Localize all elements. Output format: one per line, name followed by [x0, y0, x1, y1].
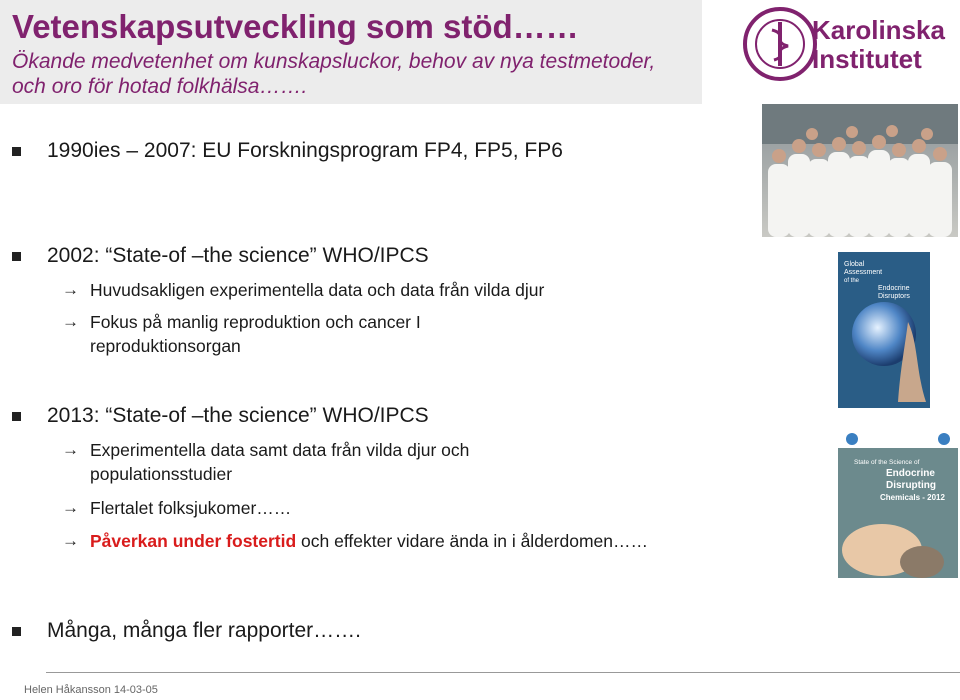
svg-text:State of the Science of: State of the Science of — [854, 459, 920, 466]
report-cover-edc-2012 — [838, 430, 958, 598]
sub-item-2013-3 — [62, 529, 650, 553]
sub-item-2013-1 — [62, 438, 590, 486]
footer-author-date: Helen Håkansson 14-03-05 — [24, 684, 158, 696]
bullet-text: 2002: “State-of –the science” WHO/IPCS — [47, 244, 429, 267]
bullet-text: 1990ies – 2007: EU Forskningsprogram FP4, FP5, FP6 — [47, 139, 563, 162]
arrow-right-icon: → — [62, 312, 79, 331]
arrow-right-icon: → — [62, 531, 79, 550]
arrow-right-icon: → — [62, 498, 79, 517]
bullet-text: Många, många fler rapporter……. — [47, 619, 361, 642]
sub-item-text: Experimentella data samt data från vilda djur och populationsstudier — [90, 440, 470, 484]
karolinska-logo — [740, 4, 950, 84]
arrow-right-icon: → — [62, 440, 79, 459]
svg-text:Endocrine: Endocrine — [886, 468, 935, 479]
lab-group-photo — [762, 104, 958, 237]
sub-item-text: Fokus på manlig reproduktion och cancer I reproduktionsorgan — [90, 312, 421, 356]
logo-line1: Karolinska — [812, 15, 945, 45]
report-cover-global-assessment — [838, 252, 958, 408]
bullet-eu-programs — [12, 139, 563, 163]
sub-item-text: Flertalet folksjukomer…… — [90, 498, 292, 518]
sub-item-2002-2 — [62, 310, 540, 358]
arrow-right-icon: → — [62, 280, 79, 299]
highlight-prenatal: Påverkan under fostertid — [90, 531, 297, 551]
bullet-2013-who — [12, 404, 429, 428]
bullet-square-icon — [12, 412, 21, 421]
sub-item-rest: och effekter vidare ända in i ålderdomen…… — [296, 531, 648, 551]
sub-item-2013-2 — [62, 496, 650, 520]
svg-text:Chemicals - 2012: Chemicals - 2012 — [880, 493, 945, 502]
footer-divider — [46, 672, 960, 673]
sub-item-text — [90, 529, 650, 553]
bullet-text: 2013: “State-of –the science” WHO/IPCS — [47, 404, 429, 427]
sub-item-text: Huvudsakligen experimentella data och data från vilda djur — [90, 280, 545, 300]
svg-text:Disrupting: Disrupting — [886, 480, 936, 491]
logo-line2: Institutet — [812, 44, 922, 74]
bullet-square-icon — [12, 147, 21, 156]
slide-title: Vetenskapsutveckling som stöd…… — [12, 8, 579, 45]
sub-item-2002-1 — [62, 278, 650, 302]
svg-text:Global: Global — [844, 261, 865, 268]
slide-subtitle: Ökande medvetenhet om kunskapsluckor, behov av nya testmetoder, och oro för hotad folkhälsa……. — [12, 50, 656, 98]
svg-text:Endocrine: Endocrine — [878, 285, 910, 292]
svg-text:of the: of the — [844, 278, 860, 284]
svg-text:Assessment: Assessment — [844, 269, 883, 276]
bullet-more-reports — [12, 619, 361, 643]
svg-text:Disruptors: Disruptors — [878, 293, 910, 300]
bullet-square-icon — [12, 252, 21, 261]
bullet-2002-who — [12, 244, 429, 268]
bullet-square-icon — [12, 627, 21, 636]
